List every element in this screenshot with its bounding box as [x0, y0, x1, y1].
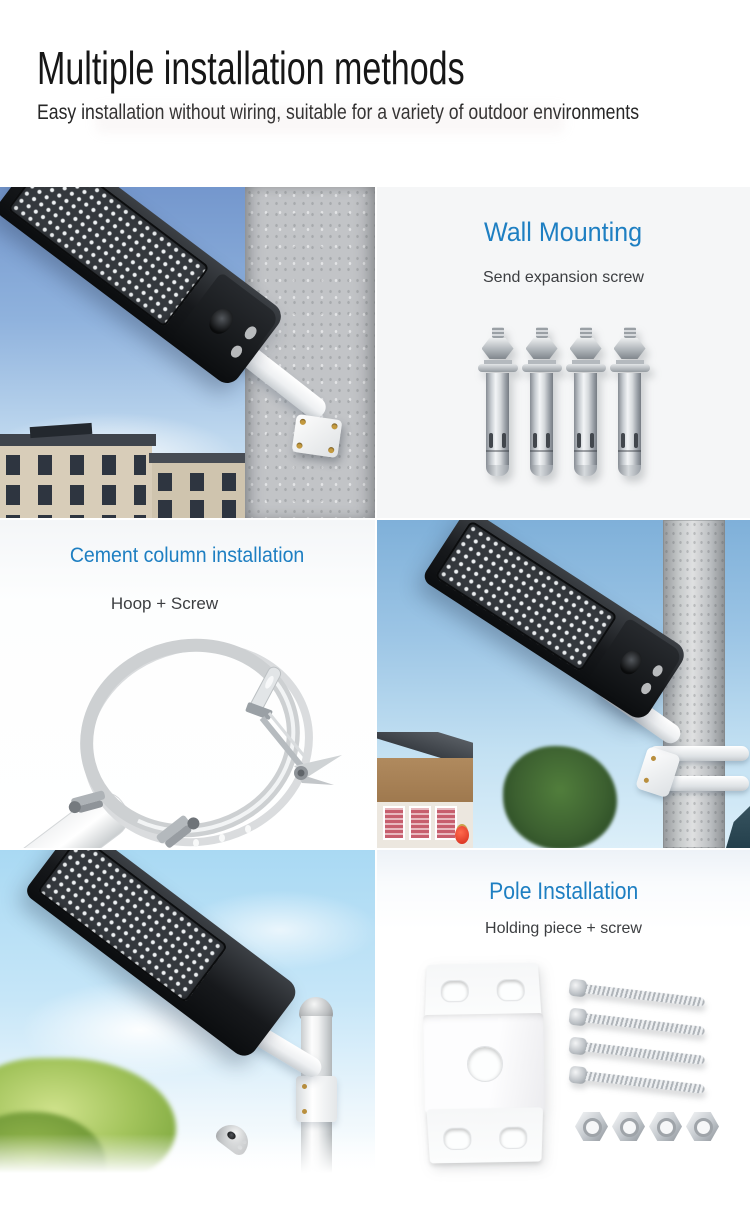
- section-pole-installation: [377, 850, 750, 1211]
- red-lantern: [455, 826, 469, 844]
- building: [0, 443, 152, 518]
- watermark: [95, 106, 565, 134]
- hinge-hole: [639, 681, 653, 696]
- page-title: Multiple installation methods: [37, 41, 465, 94]
- machine-screw: [568, 1065, 719, 1100]
- hex-nut: [686, 1112, 719, 1141]
- building-windows: [158, 473, 246, 518]
- anchor-tip: [574, 465, 597, 476]
- anchor-sleeve: [574, 373, 597, 465]
- anchor-sleeve: [530, 373, 553, 465]
- photo-pole-mounted-light: [377, 520, 750, 848]
- building: [152, 461, 252, 518]
- hinge-hole: [650, 663, 664, 678]
- bracket-center-hole: [467, 1046, 504, 1083]
- machine-screw: [568, 1036, 719, 1071]
- screws-image: [569, 986, 719, 1102]
- screw-shaft: [585, 984, 705, 1007]
- band-hole: [193, 839, 199, 847]
- machine-screw: [568, 978, 719, 1013]
- building-windows: [6, 455, 146, 518]
- poster: [383, 806, 405, 840]
- hinge-hole: [228, 343, 244, 360]
- holding-piece-image: [422, 961, 546, 1165]
- hex-nut: [570, 338, 602, 359]
- plate-screw: [328, 447, 335, 454]
- screw-dot: [302, 1084, 307, 1089]
- machine-screw: [568, 1007, 719, 1042]
- sleeve-band: [530, 450, 553, 452]
- section-cement-column: [0, 520, 375, 848]
- expansion-screws-image: [377, 327, 750, 476]
- building-roof: [0, 434, 156, 446]
- concrete-wall: [245, 187, 375, 518]
- photo-white-pole-light: [0, 850, 375, 1180]
- screw-dot: [643, 777, 649, 783]
- plate-screw: [299, 419, 306, 426]
- band-hole: [245, 825, 251, 833]
- page-subtitle: Easy installation without wiring, suitable for a variety of outdoor environments: [37, 101, 640, 124]
- expansion-anchor-bolt: [479, 327, 517, 476]
- section-title: Pole Installation: [488, 878, 639, 905]
- section-subtitle: Send expansion screw: [483, 269, 644, 286]
- anchor-sleeve: [618, 373, 641, 465]
- bracket-bottom-flange: [426, 1107, 543, 1163]
- pole-clamp: [649, 744, 749, 802]
- screw-dot: [302, 1109, 307, 1114]
- expansion-anchor-bolt: [523, 327, 561, 476]
- expansion-anchor-bolt: [567, 327, 605, 476]
- hex-nut: [482, 338, 514, 359]
- motion-sensor: [205, 304, 237, 338]
- flat-washer: [478, 364, 518, 372]
- section-title: Cement column installation: [70, 544, 305, 567]
- flat-washer: [610, 364, 650, 372]
- flat-washer: [522, 364, 562, 372]
- building-roof: [149, 453, 255, 463]
- threaded-stub: [580, 327, 592, 338]
- threaded-stub: [624, 327, 636, 338]
- hex-nut: [526, 338, 558, 359]
- threaded-stub: [492, 327, 504, 338]
- expansion-anchor-bolt: [611, 327, 649, 476]
- plate-screw: [331, 423, 338, 430]
- anchor-sleeve: [486, 373, 509, 465]
- bottom-fade: [0, 1134, 375, 1180]
- plate-screw: [296, 442, 303, 449]
- flat-washer: [566, 364, 606, 372]
- section-subtitle: Holding piece + screw: [485, 920, 642, 937]
- hex-nut: [614, 338, 646, 359]
- wall-mount-plate: [292, 414, 343, 458]
- anchor-tip: [486, 465, 509, 476]
- building: [377, 732, 473, 848]
- section-subtitle: Hoop + Screw: [110, 594, 219, 613]
- pole-joint: [296, 1076, 337, 1122]
- section-title: Wall Mounting: [484, 217, 643, 247]
- screw-shaft: [585, 1013, 705, 1036]
- poster: [435, 806, 457, 840]
- sleeve-band: [618, 450, 641, 452]
- hinge-hole: [242, 324, 258, 341]
- bracket-hole: [443, 1127, 472, 1150]
- bracket-hole: [441, 980, 469, 1003]
- bracket-face: [423, 1013, 545, 1113]
- hex-nut: [575, 1112, 608, 1141]
- anchor-tip: [530, 465, 553, 476]
- threaded-stub: [536, 327, 548, 338]
- screw-shaft: [585, 1042, 705, 1065]
- bracket-hole: [496, 979, 525, 1002]
- anchor-tip: [618, 465, 641, 476]
- hoop-clamp-image: [10, 606, 365, 848]
- screw-shaft: [585, 1071, 705, 1094]
- nuts-image: [575, 1112, 719, 1141]
- bracket-hole: [499, 1126, 527, 1149]
- band-hole: [219, 834, 225, 842]
- hex-nut: [649, 1112, 682, 1141]
- sleeve-band: [486, 450, 509, 452]
- section-wall-mounting: [377, 187, 750, 518]
- building-base: [377, 802, 473, 848]
- motion-sensor: [616, 647, 645, 677]
- hex-nut: [612, 1112, 645, 1141]
- screw-dot: [650, 755, 656, 761]
- photo-wall-mounted-light: [0, 187, 375, 518]
- poster: [409, 806, 431, 840]
- sleeve-band: [574, 450, 597, 452]
